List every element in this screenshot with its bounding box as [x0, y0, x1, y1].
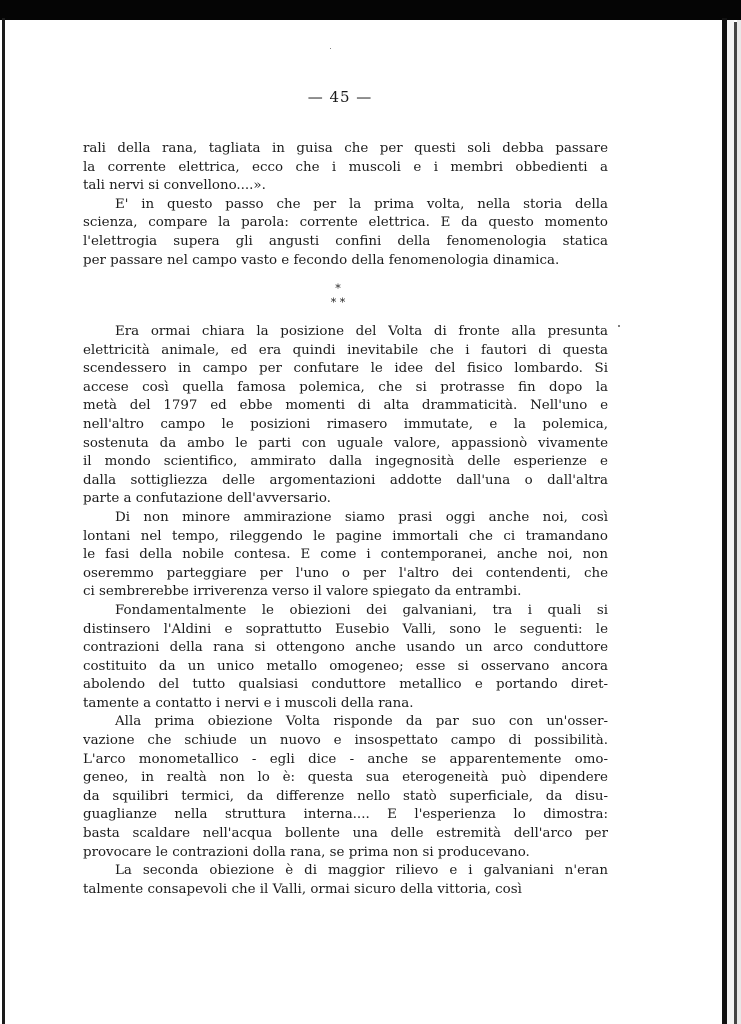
text-line: talmente consapevoli che il Valli, ormai sicuro della vittoria, così — [83, 881, 522, 897]
text-line: Era ormai chiara la posizione del Volta di fronte alla presunta — [115, 324, 608, 339]
text-line: geneo, in realtà non lo è: questa sua eterogeneità può dipendere — [83, 770, 608, 786]
scan-speck — [618, 325, 620, 327]
text-line: scienza, compare la parola: corrente elettrica. E da questo momento — [83, 215, 608, 231]
asterism-bottom: * * — [330, 296, 346, 309]
text-line: Di non minore ammirazione siamo prasi oggi anche noi, così — [115, 509, 608, 525]
text-line: guaglianze nella struttura interna.... E l'esperienza lo dimostra: — [83, 807, 608, 823]
text-line: contrazioni della rana si ottengono anche usando un arco conduttore — [83, 640, 608, 656]
text-line: distinsero l'Aldini e soprattutto Eusebio Valli, sono le seguenti: le — [83, 621, 608, 637]
text-line: provocare le contrazioni dolla rana, se prima non si producevano. — [83, 844, 530, 860]
asterism-top: * — [335, 282, 341, 295]
text-line: elettricità animale, ed era quindi inevitabile che i fautori di questa — [83, 342, 608, 358]
text-line: oseremmo parteggiare per l'uno o per l'altro dei contendenti, che — [83, 565, 608, 581]
text-line: basta scaldare nell'acqua bollente una delle estremità dell'arco per — [83, 826, 608, 842]
scan-right-border-inner — [722, 18, 727, 1024]
text-line: parte a confutazione dell'avversario. — [83, 491, 331, 507]
text-line: dalla sottigliezza delle argomentazioni addotte dall'una o dall'altra — [83, 472, 608, 488]
text-line: vazione che schiude un nuovo e insospettato campo di possibilità. — [83, 733, 608, 749]
scan-right-margin — [737, 20, 741, 1024]
text-line: il mondo scientifico, ammirato dalla ingegnosità delle esperienze e — [83, 454, 608, 470]
text-line: lontani nel tempo, rileggendo le pagine immortali che ci tramandano — [83, 528, 608, 544]
text-line: Alla prima obiezione Volta risponde da par suo con un'osser- — [115, 714, 608, 730]
text-line: la corrente elettrica, ecco che i muscoli e i membri obbedienti a — [83, 159, 608, 175]
text-line: metà del 1797 ed ebbe momenti di alta drammaticità. Nell'uno e — [83, 398, 608, 414]
text-line: sostenuta da ambo le parti con uguale valore, appassionò vivamente — [83, 435, 608, 451]
text-line: costituito da un unico metallo omogeneo; esse si osservano ancora — [83, 658, 608, 674]
text-section-1 — [83, 140, 608, 270]
text-line: da squilibri termici, da differenze nello statò superficiale, da disu- — [83, 788, 608, 804]
text-line: accese così quella famosa polemica, che si protrasse fin dopo la — [83, 379, 608, 395]
scan-right-gap — [727, 20, 734, 1024]
text-line: abolendo del tutto qualsiasi conduttore metallico e portando diret- — [83, 677, 608, 693]
scan-speck — [330, 48, 331, 49]
scan-left-border — [2, 18, 5, 1024]
page-number: — 45 — — [307, 88, 373, 106]
text-line: tamente a contatto i nervi e i muscoli della rana. — [83, 695, 414, 711]
text-section-2 — [83, 323, 608, 899]
text-line: le fasi della nobile contesa. E come i contemporanei, anche noi, non — [83, 547, 608, 563]
text-line: Fondamentalmente le obiezioni dei galvaniani, tra i quali si — [115, 602, 608, 618]
text-line: l'elettrogia supera gli angusti confini della fenomenologia statica — [83, 233, 608, 249]
text-line: L'arco monometallico - egli dice - anche se apparentemente omo- — [83, 751, 608, 767]
text-line: ci sembrerebbe irriverenza verso il valore spiegato da entrambi. — [83, 584, 522, 600]
text-line: rali della rana, tagliata in guisa che per questi soli debba passare — [83, 141, 608, 156]
text-line: E' in questo passo che per la prima volta, nella storia della — [115, 196, 608, 212]
section-break-asterism — [318, 282, 358, 310]
text-line: tali nervi si convellono....». — [83, 178, 266, 194]
text-line: per passare nel campo vasto e fecondo della fenomenologia dinamica. — [83, 252, 560, 268]
scan-top-border — [0, 0, 741, 20]
text-line: scendessero in campo per confutare le idee del fisico lombardo. Si — [83, 361, 608, 377]
text-line: nell'altro campo le posizioni rimasero immutate, e la polemica, — [83, 416, 608, 432]
text-line: La seconda obiezione è di maggior rilievo e i galvaniani n'eran — [115, 863, 608, 879]
